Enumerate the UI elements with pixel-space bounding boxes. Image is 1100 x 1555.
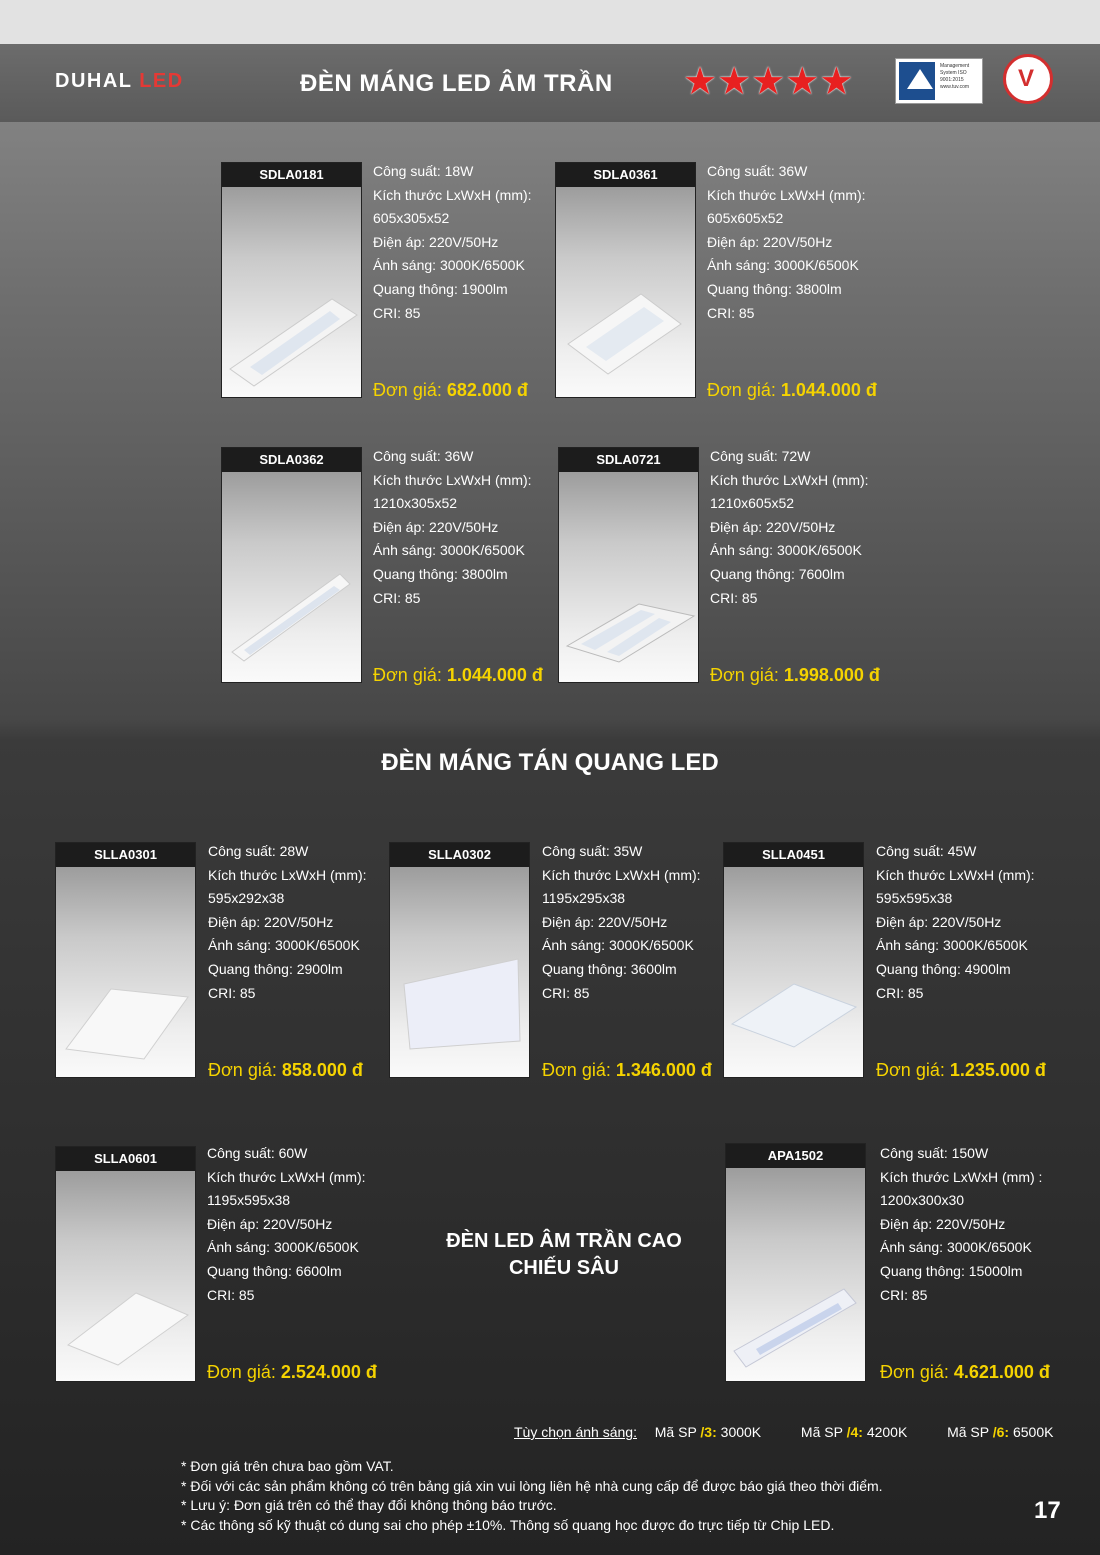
spec-light: Ánh sáng: 3000K/6500K: [207, 1239, 359, 1256]
product-price: [707, 380, 877, 401]
lamp-image: [222, 534, 363, 679]
product-code: SLLA0601: [56, 1147, 195, 1171]
light-options-label: Tùy chọn ánh sáng:: [514, 1424, 637, 1440]
price-label: Đơn giá:: [542, 1060, 616, 1080]
footnote: * Lưu ý: Đơn giá trên có thể thay đổi không thông báo trước.: [181, 1497, 557, 1514]
product-specs: [373, 445, 532, 610]
spec-flux: Quang thông: 3600lm: [542, 960, 677, 977]
lamp-image: [726, 1233, 867, 1378]
price-value: 1.235.000 đ: [949, 1060, 1046, 1080]
spec-light: Ánh sáng: 3000K/6500K: [707, 257, 859, 274]
spec-power: Công suất: 18W: [373, 163, 474, 179]
spec-voltage: Điện áp: 220V/50Hz: [373, 518, 499, 535]
spec-flux: Quang thông: 6600lm: [207, 1262, 342, 1279]
price-label: Đơn giá:: [880, 1362, 954, 1382]
footnotes: [181, 1457, 883, 1535]
spec-size-label: Kích thước LxWxH (mm):: [373, 471, 532, 488]
product-specs: [207, 1142, 366, 1307]
lamp-image: [56, 1233, 197, 1378]
footnote: * Đối với các sản phẩm không có trên bảng giá xin vui lòng liên hệ nhà cung cấp để được báo giá theo thời điểm.: [181, 1477, 883, 1494]
spec-voltage: Điện áp: 220V/50Hz: [707, 233, 833, 250]
spec-cri: CRI: 85: [710, 589, 758, 606]
spec-size-label: Kích thước LxWxH (mm):: [710, 471, 869, 488]
spec-flux: Quang thông: 2900lm: [208, 960, 343, 977]
section-title-am-tran-cao: ĐÈN LED ÂM TRẦN CAO CHIẾU SÂU: [446, 1230, 682, 1279]
product-price: [876, 1060, 1046, 1081]
product-price: [710, 665, 880, 686]
spec-size: 1195x295x38: [542, 890, 626, 907]
tuv-mark: [899, 62, 935, 100]
price-value: 858.000 đ: [281, 1060, 363, 1080]
product-photo: [558, 447, 699, 683]
star-icon: ★: [717, 61, 752, 103]
lamp-image: [559, 534, 700, 679]
quality-badge-logo: V: [1003, 54, 1053, 104]
product-specs: [710, 445, 869, 610]
spec-cri: CRI: 85: [373, 589, 421, 606]
section-title-tan-quang: ĐÈN MÁNG TÁN QUANG LED: [381, 749, 719, 776]
price-value: 1.044.000 đ: [446, 665, 543, 685]
spec-size: 605x605x52: [707, 210, 784, 227]
spec-light: Ánh sáng: 3000K/6500K: [373, 542, 525, 559]
spec-cri: CRI: 85: [876, 984, 924, 1001]
price-label: Đơn giá:: [710, 665, 784, 685]
spec-light: Ánh sáng: 3000K/6500K: [373, 257, 525, 274]
spec-size-label: Kích thước LxWxH (mm) :: [880, 1168, 1043, 1185]
product-code: SLLA0301: [56, 843, 195, 867]
spec-flux: Quang thông: 4900lm: [876, 960, 1011, 977]
lamp-image: [556, 249, 697, 394]
tuv-text: Management System ISO 9001:2015 www.tuv.com: [940, 63, 970, 90]
price-label: Đơn giá:: [707, 380, 781, 400]
price-label: Đơn giá:: [876, 1060, 950, 1080]
tuv-certification-logo: [895, 58, 983, 104]
spec-flux: Quang thông: 15000lm: [880, 1262, 1023, 1279]
price-value: 1.346.000 đ: [615, 1060, 712, 1080]
lamp-image: [724, 929, 865, 1074]
price-value: 4.621.000 đ: [953, 1362, 1050, 1382]
spec-cri: CRI: 85: [208, 984, 256, 1001]
spec-power: Công suất: 36W: [707, 163, 808, 179]
spec-flux: Quang thông: 7600lm: [710, 565, 845, 582]
price-value: 2.524.000 đ: [280, 1362, 377, 1382]
spec-voltage: Điện áp: 220V/50Hz: [880, 1215, 1006, 1232]
spec-size: 1210x305x52: [373, 495, 458, 512]
product-price: [207, 1362, 377, 1383]
spec-voltage: Điện áp: 220V/50Hz: [373, 233, 499, 250]
lamp-image: [390, 929, 531, 1074]
spec-power: Công suất: 150W: [880, 1145, 989, 1161]
spec-size: 595x595x38: [876, 890, 953, 907]
product-specs: [876, 840, 1035, 1005]
product-price: [208, 1060, 363, 1081]
product-photo: [389, 842, 530, 1078]
spec-flux: Quang thông: 3800lm: [707, 280, 842, 297]
star-icon: ★: [819, 61, 854, 103]
spec-flux: Quang thông: 3800lm: [373, 565, 508, 582]
star-icon: ★: [751, 61, 786, 103]
product-code: SLLA0302: [390, 843, 529, 867]
product-price: [542, 1060, 712, 1081]
product-specs: [707, 160, 866, 325]
star-icon: ★: [683, 61, 718, 103]
price-value: 682.000 đ: [446, 380, 528, 400]
spec-light: Ánh sáng: 3000K/6500K: [208, 937, 360, 954]
spec-light: Ánh sáng: 3000K/6500K: [710, 542, 862, 559]
spec-size-label: Kích thước LxWxH (mm):: [208, 866, 367, 883]
footnote: * Các thông số kỹ thuật có dung sai cho phép ±10%. Thông số quang học được đo trực tiếp từ Chip LED.: [181, 1516, 835, 1533]
lamp-image: [222, 249, 363, 394]
spec-power: Công suất: 28W: [208, 843, 309, 859]
product-code: SDLA0181: [222, 163, 361, 187]
spec-size: 1195x595x38: [207, 1192, 291, 1209]
spec-size: 595x292x38: [208, 890, 285, 907]
spec-size: 605x305x52: [373, 210, 450, 227]
product-photo: [55, 842, 196, 1078]
spec-cri: CRI: 85: [207, 1286, 255, 1303]
price-label: Đơn giá:: [208, 1060, 282, 1080]
spec-cri: CRI: 85: [707, 304, 755, 321]
product-code: SDLA0721: [559, 448, 698, 472]
product-price: [373, 665, 543, 686]
product-specs: [880, 1142, 1042, 1307]
brand-logo: DUHAL LED: [55, 70, 184, 92]
product-photo: [725, 1143, 866, 1382]
product-code: SDLA0361: [556, 163, 695, 187]
product-specs: [373, 160, 532, 325]
price-label: Đơn giá:: [373, 380, 447, 400]
spec-power: Công suất: 60W: [207, 1145, 308, 1161]
spec-power: Công suất: 35W: [542, 843, 643, 859]
spec-cri: CRI: 85: [542, 984, 590, 1001]
price-label: Đơn giá:: [207, 1362, 281, 1382]
rating-stars: [683, 61, 854, 103]
price-value: 1.998.000 đ: [783, 665, 880, 685]
spec-flux: Quang thông: 1900lm: [373, 280, 508, 297]
spec-size-label: Kích thước LxWxH (mm):: [707, 186, 866, 203]
light-options: Tùy chọn ánh sáng: Mã SP /3: 3000K Mã SP /4: 4200K Mã SP /6: 6500K: [514, 1424, 1054, 1440]
product-photo: [221, 447, 362, 683]
price-label: Đơn giá:: [373, 665, 447, 685]
spec-size: 1210x605x52: [710, 495, 795, 512]
footnote: * Đơn giá trên chưa bao gồm VAT.: [181, 1458, 394, 1474]
spec-light: Ánh sáng: 3000K/6500K: [542, 937, 694, 954]
spec-light: Ánh sáng: 3000K/6500K: [880, 1239, 1032, 1256]
spec-size-label: Kích thước LxWxH (mm):: [542, 866, 701, 883]
spec-voltage: Điện áp: 220V/50Hz: [876, 913, 1002, 930]
product-specs: [542, 840, 701, 1005]
spec-voltage: Điện áp: 220V/50Hz: [208, 913, 334, 930]
spec-voltage: Điện áp: 220V/50Hz: [710, 518, 836, 535]
star-icon: ★: [785, 61, 820, 103]
spec-power: Công suất: 36W: [373, 448, 474, 464]
spec-power: Công suất: 72W: [710, 448, 811, 464]
spec-power: Công suất: 45W: [876, 843, 977, 859]
spec-voltage: Điện áp: 220V/50Hz: [542, 913, 668, 930]
product-code: SDLA0362: [222, 448, 361, 472]
spec-size: 1200x300x30: [880, 1192, 965, 1209]
spec-voltage: Điện áp: 220V/50Hz: [207, 1215, 333, 1232]
price-value: 1.044.000 đ: [780, 380, 877, 400]
spec-cri: CRI: 85: [373, 304, 421, 321]
spec-size-label: Kích thước LxWxH (mm):: [876, 866, 1035, 883]
product-photo: [55, 1146, 196, 1382]
product-price: [880, 1362, 1050, 1383]
spec-light: Ánh sáng: 3000K/6500K: [876, 937, 1028, 954]
page-title: ĐÈN MÁNG LED ÂM TRẦN: [300, 70, 613, 97]
spec-size-label: Kích thước LxWxH (mm):: [373, 186, 532, 203]
product-code: SLLA0451: [724, 843, 863, 867]
spec-size-label: Kích thước LxWxH (mm):: [207, 1168, 366, 1185]
product-photo: [555, 162, 696, 398]
page-number: 17: [1034, 1497, 1061, 1524]
product-specs: [208, 840, 367, 1005]
product-code: APA1502: [726, 1144, 865, 1168]
product-photo: [221, 162, 362, 398]
product-photo: [723, 842, 864, 1078]
spec-cri: CRI: 85: [880, 1286, 928, 1303]
product-price: [373, 380, 528, 401]
lamp-image: [56, 929, 197, 1074]
